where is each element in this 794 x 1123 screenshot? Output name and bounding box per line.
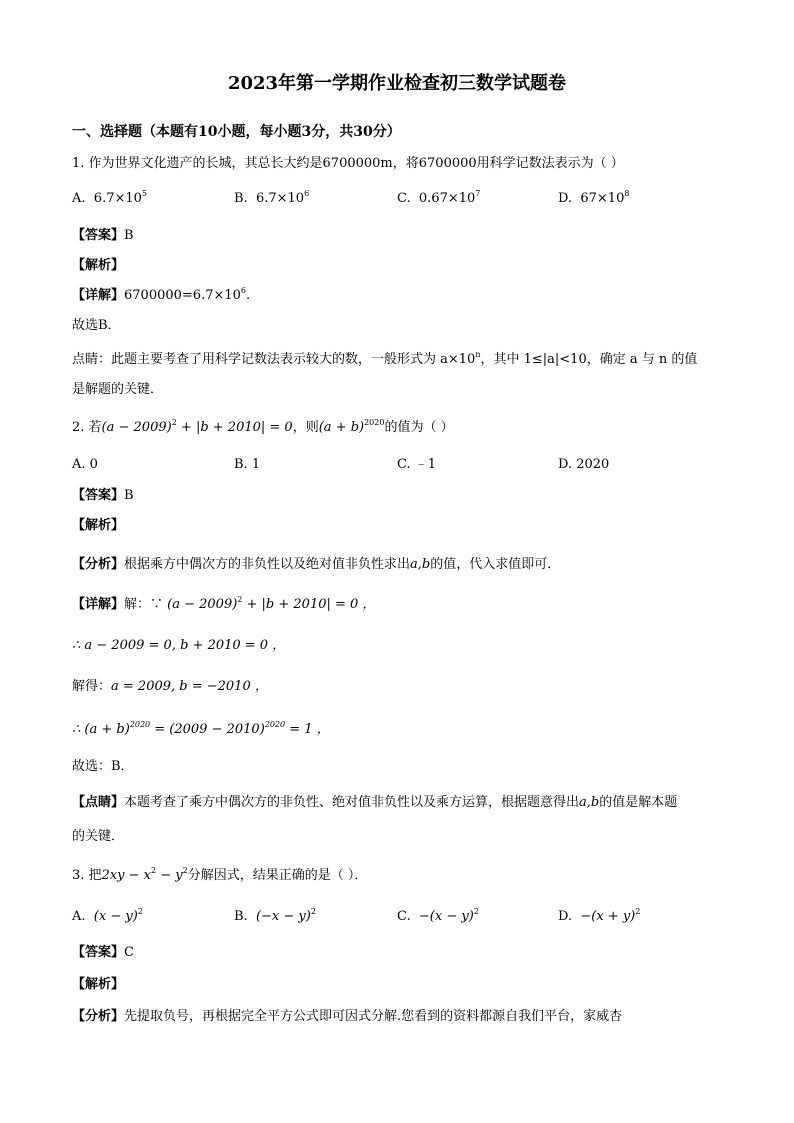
q2-analysis: 【分析】根据乘方中偶次方的非负性以及绝对值非负性求出a,b的值，代入求值即可． bbox=[72, 557, 561, 572]
q3-stem: 3. 把$2xy - x^2 - y^2$分解因式，结果正确的是（ ）． bbox=[72, 866, 368, 883]
q1-detail: 【详解】$6700000=6.7\times 10^6$. bbox=[72, 286, 251, 303]
section-heading: 一、选择题（本题有10小题，每小题3分，共30分） bbox=[72, 124, 401, 140]
q1-option-a: A. $6.7\times 10^5$ bbox=[72, 189, 147, 206]
q2-option-a: A. 0 bbox=[72, 457, 98, 472]
q3-answer: 【答案】C bbox=[72, 945, 134, 960]
q3-option-d: D. $-(x + y)^2$ bbox=[558, 907, 641, 924]
q3-analysis: 【分析】先提取负号，再根据完全平方公式即可因式分解.您看到的资料都源自我们平台，家威杏 bbox=[72, 1009, 623, 1024]
q2-choose: 故选：B． bbox=[72, 759, 134, 774]
q2-option-b: B. 1 bbox=[234, 457, 261, 472]
q2-note: 【点睛】本题考查了乘方中偶次方的非负性、绝对值非负性以及乘方运算，根据题意得出a,b的值是解本题 bbox=[72, 795, 678, 810]
q2-option-d: D. 2020 bbox=[558, 457, 610, 472]
q2-analysis-tag: 【解析】 bbox=[72, 518, 125, 533]
q2-detail: 【详解】解：∵ $(a - 2009)^2 + |b + 2010| = 0$ ， bbox=[72, 595, 376, 612]
q3-option-c: C. $-(x - y)^2$ bbox=[397, 907, 479, 924]
q1-answer: 【答案】B bbox=[72, 228, 134, 243]
q1-option-b: B. $6.7\times 10^6$ bbox=[234, 189, 310, 206]
q1-choose: 故选B． bbox=[72, 318, 121, 333]
q3-option-a: A. $(x - y)^2$ bbox=[72, 907, 143, 924]
q2-stem: 2. 若$(a - 2009)^2 + |b + 2010| = 0$，则$(a + b)^{2020}$的值为（ ） bbox=[72, 418, 454, 435]
q1-option-c: C. $0.67\times 10^7$ bbox=[397, 189, 481, 206]
q2-step-3: ∴ $(a + b)^{2020} = (2009 - 2010)^{2020} = 1$ ， bbox=[72, 720, 330, 737]
q3-analysis-tag: 【解析】 bbox=[72, 977, 125, 992]
q1-note-line2: 是解题的关键． bbox=[72, 382, 164, 397]
q3-option-b: B. $(-x - y)^2$ bbox=[234, 907, 316, 924]
q2-step-1: ∴ a − 2009 = 0, b + 2010 = 0 ， bbox=[72, 638, 286, 653]
q1-option-d: D. $67\times 10^8$ bbox=[558, 189, 630, 206]
page-title: 2023年第一学期作业检查初三数学试题卷 bbox=[227, 73, 567, 94]
q2-note-line2: 的关键． bbox=[72, 829, 125, 844]
q2-answer: 【答案】B bbox=[72, 488, 134, 503]
q1-analysis-tag: 【解析】 bbox=[72, 258, 125, 273]
q2-step-2: 解得：a = 2009, b = −2010 ， bbox=[72, 679, 268, 694]
q1-note: 点睛：此题主要考查了用科学记数法表示较大的数，一般形式为 $a\times 10^n$，其中 1≤|a|<10，确定 a 与 n 的值 bbox=[72, 350, 698, 367]
q2-option-c: C. ﹣1 bbox=[397, 457, 437, 472]
q1-stem: 1. 作为世界文化遗产的长城，其总长大约是6700000m，将6700000用科学记数法表示为（ ） bbox=[72, 156, 624, 171]
